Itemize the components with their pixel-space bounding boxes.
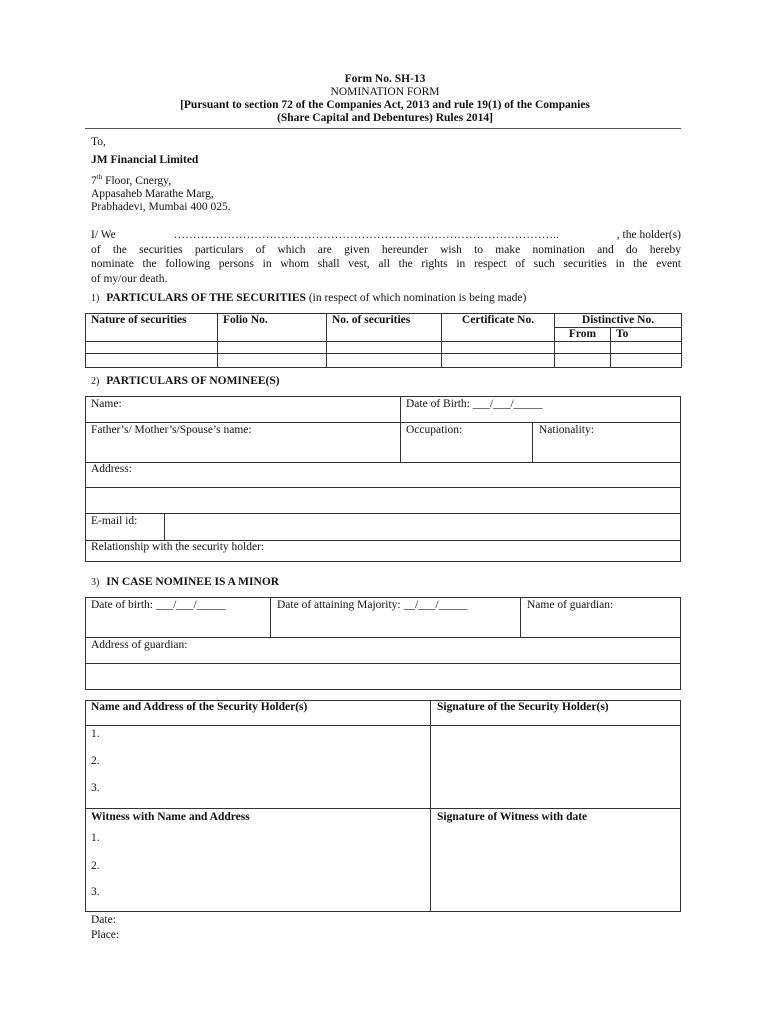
minor-dob-label: Date of birth: ___/___/_____ (91, 599, 226, 611)
section3-heading: 3) IN CASE NOMINEE IS A MINOR (91, 576, 280, 588)
col-folio-header: Folio No. (218, 314, 327, 328)
securities-table (85, 313, 682, 368)
place-label: Place: (91, 929, 120, 941)
table-subheader-row (86, 328, 682, 342)
nominee-relationship-label: Relationship with the security holder: (91, 541, 265, 553)
intro-paragraph (91, 228, 681, 286)
date-label: Date: (91, 914, 116, 926)
nominee-email-label: E-mail id: (91, 515, 138, 527)
form-subtitle-line1: [Pursuant to section 72 of the Companies Act, 2013 and rule 19(1) of the Companies (180, 99, 590, 111)
nominee-occupation-label: Occupation: (406, 424, 463, 436)
section2-heading: 2) PARTICULARS OF NOMINEE(S) (91, 375, 280, 387)
col-from-header: From (555, 328, 611, 342)
address-line1: 7th Floor, Cnergy, (91, 173, 172, 187)
holder-signature-header: Signature of the Security Holder(s) (437, 701, 609, 713)
section1-heading: 1) PARTICULARS OF THE SECURITIES (in respect of which nomination is being made) (91, 292, 527, 304)
table-row (86, 342, 682, 354)
witness-header: Witness with Name and Address (91, 811, 250, 823)
company-name: JM Financial Limited (91, 154, 199, 166)
nominee-relation-name-label: Father’s/ Mother’s/Spouse’s name: (91, 424, 252, 436)
signature-box (85, 700, 681, 912)
address-line2: Appasaheb Marathe Marg, (91, 188, 214, 200)
minor-majority-label: Date of attaining Majority: __/___/_____ (277, 599, 468, 611)
form-number: Form No. SH-13 (344, 73, 426, 85)
holder-item-2: 2. (91, 755, 100, 767)
holder-item-3: 3. (91, 782, 100, 794)
col-num-securities-header: No. of securities (327, 314, 442, 328)
table-header-row (86, 314, 682, 328)
witness-item-2: 2. (91, 860, 100, 872)
guardian-address-label: Address of guardian: (91, 639, 188, 651)
table-row (86, 354, 682, 368)
to-label: To, (91, 136, 106, 148)
intro-line1: I/ We ……………………………………………………………………………………….. , the holder(s) (91, 229, 681, 241)
col-certificate-header: Certificate No. (442, 314, 555, 328)
form-title: NOMINATION FORM (330, 86, 440, 98)
intro-line3: nominate the following persons in whom shall vest, all the rights in respect of such securities in the event (91, 258, 681, 270)
holder-name-header: Name and Address of the Security Holder(s) (91, 701, 308, 713)
guardian-name-label: Name of guardian: (527, 599, 614, 611)
col-nature-header: Nature of securities (86, 314, 218, 328)
witness-signature-header: Signature of Witness with date (437, 811, 588, 823)
witness-item-3: 3. (91, 886, 100, 898)
nominee-dob-label: Date of Birth: ___/___/_____ (406, 398, 543, 410)
address-line3: Prabhadevi, Mumbai 400 025. (91, 201, 231, 213)
nominee-box (85, 396, 681, 562)
nominee-address-label: Address: (91, 463, 132, 475)
nominee-name-label: Name: (91, 398, 122, 410)
intro-line4: of my/our death. (91, 272, 168, 285)
witness-item-1: 1. (91, 832, 100, 844)
col-distinctive-header: Distinctive No. (555, 314, 682, 328)
header-divider (85, 128, 681, 129)
col-to-header: To (611, 328, 682, 342)
nominee-nationality-label: Nationality: (539, 424, 594, 436)
intro-line2: of the securities particulars of which are given hereunder wish to make nomination and do hereby (91, 243, 681, 256)
form-subtitle-line2: (Share Capital and Debentures) Rules 2014] (277, 112, 493, 124)
holder-item-1: 1. (91, 728, 100, 740)
